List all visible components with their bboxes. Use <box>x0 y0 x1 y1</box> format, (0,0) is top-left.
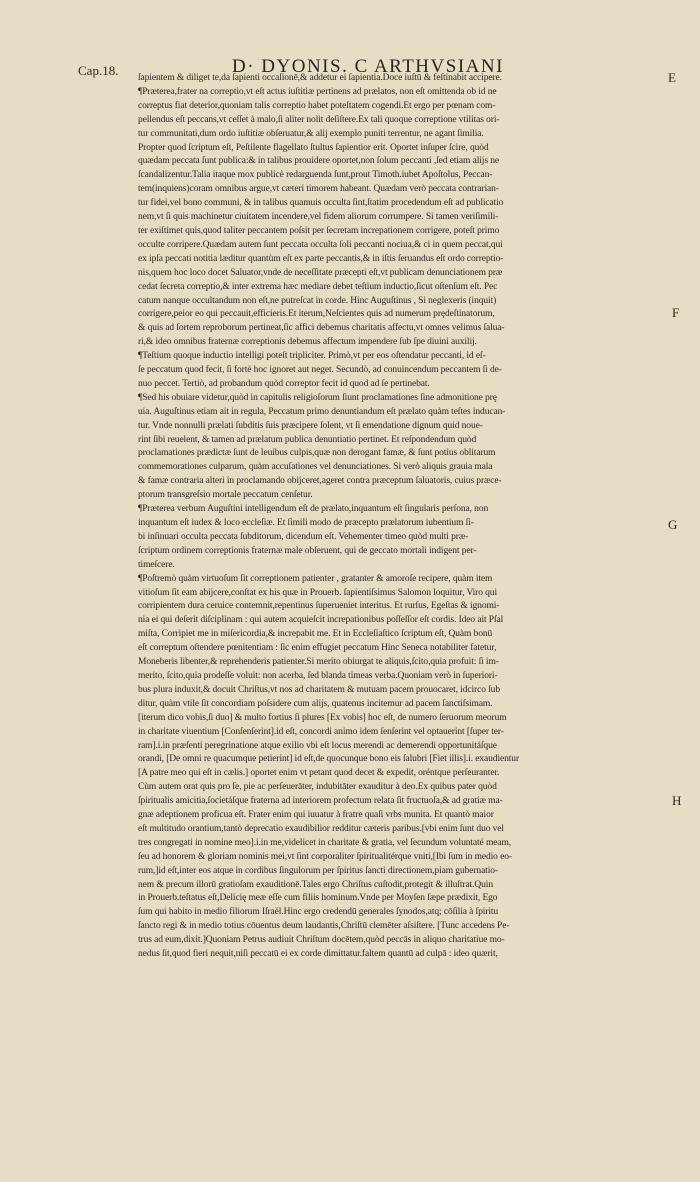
text-line: ſpiritualis amicitia,ſocietáſque fraterna ad interiorem profectum relata ſit fructuoſa,& ad gratiæ ma- <box>138 796 503 807</box>
text-line: ſeu ad honorem & gloriam nominis mei,vt ſint corporaliter ſpiritualitérque vniti,[Ibi ſum in medio eo- <box>138 851 512 862</box>
text-line: merito, ſcito,quia prodeſſe voluit: non acerba, ſed blanda timeas verba.Quoniam verò in ſuperiori- <box>138 670 498 681</box>
text-line: nis,quem hoc loco docet Saluator,vnde de neceſſitate præcepti eſt,vt publicam denunciationem præ <box>138 267 503 278</box>
running-title: D· DYONIS. C ARTHVSIANI <box>232 56 504 77</box>
margin-letter-g: G <box>668 517 678 532</box>
text-line: miſta, Corripiet me in miſericordia,& increpabit me. Et in Eccleſiaſtico ſcriptum eſt, Quàm bonū <box>138 629 493 640</box>
text-line: rint ſibi reuelent, & tamen ad prælatum publica denuntiatio pertinet. Et reſpondendum quòd <box>138 434 477 445</box>
text-line: & quis ad ſortem reproborum pertineat,ſic affici debemus charitatis affectu,vt omnes velimus ſalua- <box>138 323 505 334</box>
text-line: nem,vt ſi quis machinetur ciuitatem incendere,vel fidem aliorum corrumpere. Si tamen veriſimili- <box>138 212 499 223</box>
text-line: ſcandalizentur.Talia itaque mox publicè redarguenda ſunt,prout Timoth.iubet Apoſtolus, Peccan- <box>138 170 493 181</box>
text-line: inquantum eſt iudex & loco eccleſiæ. Et ſimili modo de præcepto prælatorum iubentium ſi- <box>138 518 474 528</box>
text-line: pellendus eſt peccans,vt ceſſet à malo,ſi aliter nolit deſiſtere.Ex tali quoque correptione vtilitas ori- <box>138 114 500 125</box>
text-line: proclamationes prædictæ ſunt de leuibus culpis,quæ non derogant famæ, & ſunt potius oblitarum <box>138 448 496 459</box>
text-line: cedat ſecreta correptio,& inter extrema hæc mediare debet teſtium inductio,ſicut oſtenſum eſt. Pec <box>138 281 498 292</box>
body-text <box>138 72 658 962</box>
margin-letter-h: H <box>672 793 682 808</box>
text-line: Moneberis libenter,& reprehenderis patienter.Si merito obiurgat te aliquis,ſcito,quia profuit: ſi im- <box>138 657 499 668</box>
text-line: ¶Præterea verbum Auguſtini intelligendum eſt de prælato,inquantum eſt ſingularis perſona, non <box>138 504 489 515</box>
text-line: gnæ adeptionem proficua eſt. Frater enim qui iuuatur à fratre quaſi vrbs munita. Et quantò maior <box>138 810 494 821</box>
text-line: uia. Auguſtinus etiam ait in regula, Peccatum primo denuntiandum eſt prælato quàm teſtes inducan- <box>138 406 506 417</box>
text-line: ter exiſtimet quis,quod taliter peccantem poſsit per ſecretam increpationem corrigere, poteſt primo <box>138 225 500 236</box>
text-line: ptorum transgreſsio mortale peccatum cenſetur. <box>138 490 313 501</box>
chapter-label: Cap.18. <box>78 63 119 78</box>
text-line: orandi, [De omni re quacumque petierint] id eſt,de quocunque bono eis ſalubri [Fiet illis].i. exaudientur <box>138 754 520 765</box>
text-line: ¶Teſtium quoque inductio intelligi poteſt tripliciter. Primò,vt per eos oſtendatur peccanti, id eſ- <box>138 351 486 362</box>
text-line: quædam peccata ſunt publica:& in talibus prouidere oportet,non ſolum peccanti ,ſed etiam alijs ne <box>138 156 499 167</box>
text-line: Cùm autem orat quis pro ſe, pie ac perſeuerāter, indubitāter exauditur à deo.Ex quibus pater quòd <box>138 782 497 793</box>
text-line: trus ad eum,dixit.]Quoniam Petrus audiuit Chriſtum docētem,quòd peccās in aliquo charitatiue mo- <box>138 935 505 946</box>
text-line: catum nanque occultandum non eſt,ne putreſcat in corde. Hinc Auguſtinus , Si neglexeris (inquit) <box>138 295 497 306</box>
text-line: Propter quod ſcriptum eſt, Peſtilente flagellato ſtultus ſapientior erit. Oportet inſuper ſcire, quòd <box>138 142 489 153</box>
text-line: [A patre meo qui eſt in cælis.] oportet enim vt petant quod decet & expedit, oréntque perſeuranter. <box>138 768 500 779</box>
text-line: [iterum dico vobis,ſi duo] & multo fortius ſi plures [Ex vobis] hoc eſt, de numero ſeruorum meorum <box>138 712 507 723</box>
text-line: timeſcere. <box>138 559 175 570</box>
text-line: eſt correptum oſtendere pœnitentiam : ſic enim effugiet peccatum Hinc Seneca notabiliter fatetur, <box>138 643 497 654</box>
text-line: in Prouerb.teſtatus eſt,Delicię meæ eſſe cum filiis hominum.Vnde per Moyſen ſæpe prædixit, Ego <box>138 893 498 904</box>
text-line: correptus fiat deterior,quoniam talis correptio habet poteſtatem cogendi.Et ergo per pœnam com- <box>138 100 496 111</box>
text-line: tur communitati,dum ordo iuſtitiæ obſeruatur,& alij exemplo puniti terrentur, ne agant ſimilia. <box>138 128 484 139</box>
text-line: nedus ſit,quod fieri nequit,niſi peccatū ei ex corde dimittatur.faltem quantū ad culpā : ideo quærit, <box>138 949 498 960</box>
text-line: rum,]id eſt,inter eos atque in cordibus ſingulorum per ſpiritus ſancti directionem,piam gubernatio- <box>138 865 498 876</box>
text-line: tem(inquiens)coram omnibus argue,vt cæteri timorem habeant. Quædam verò peccata contrarian- <box>138 184 499 195</box>
text-line: in charitate viuentium [Conſenſerint].id eſt, concordi animo idem ſenſerint vel optauerint [ſuper ter- <box>138 726 504 737</box>
text-line: vitioſum ſit eam abijcere,conſtat ex his quæ in Prouerb. ſapientiſsimus Salomon loquitur, Viro qui <box>138 587 497 598</box>
text-line: ¶Poſtremò quàm virtuoſum ſit correptionem patienter , gratanter & amoroſe recipere, quàm item <box>138 573 493 584</box>
text-line: occulte corripere.Quædam autem ſunt peccata occulta ſoli peccanti nociua,& ci in quem peccat,qui <box>138 239 503 250</box>
text-line: ſancto regi & in medio totius cōuentus deum laudantis,Chriſtū clemēter aſsiſtere. [Tunc accedens Pe- <box>138 921 510 932</box>
text-line: ſcriptum ordinem correptionis fraternæ male obſeruent, qui de geccato mortali indigent per- <box>138 545 477 556</box>
text-line: ¶Sed his obuiare videtur,quòd in capitulis religioſorum ſiunt proclamationes ſine admonitione prę <box>138 392 497 403</box>
text-line: ri,& ideo omnibus fraternæ correptionis debemus affectum impendere ſub ſpe diuini auxilij. <box>138 337 477 348</box>
margin-letter-f: F <box>672 305 680 320</box>
text-line: commemorationes culparum, quàm accuſationes vel denunciationes. Si verò aliquis grauia mala <box>138 462 493 473</box>
text-line: ſe peccatum quod fecit, ſi fortè hoc ignoret aut neget. Secundò, ad conuincendum peccantem ſi de- <box>138 365 502 376</box>
text-line: eſt multitudo orantium,tantò deprecatio exaudibilior redditur cæteris paribus.[vbi enim ſunt duo vel <box>138 823 504 834</box>
text-line: ditur, quàm vtile ſit concordiam poſsidere cum alijs, quatenus incitemur ad pacem ſanctiſsimam. <box>138 698 493 709</box>
text-line: nem & precum illorū gratioſam exauditionē.Tales ergo Chriſtus cuſtodit,protegit & illuſtrat.Quin <box>138 879 493 890</box>
margin-letter-e: E <box>668 70 676 85</box>
text-line: nuo peccet. Tertiò, ad probandum quòd correptor fecit id quod ad ſe pertinebat. <box>138 378 430 389</box>
text-line: ſapientem & diliget te,da ſapienti occaſionē,& addetur ei ſapientia.Doce iuſtū & feſtinabit accipere. <box>138 73 502 83</box>
text-line: ex ipſa peccati notitia læditur quantùm eſt ex parte peccantis,& in iſtis ſeruandus eſt ordo correptio- <box>138 253 504 264</box>
text-line: & famæ contraria alteri in proclamando obijceret,ageret contra præceptum ſaluatoris, cuius præce- <box>138 476 502 487</box>
text-line: ſum qui habito in medio filiorum Iſraël.Hinc ergo credendū generales ſynodos,atq; cōſilia à ſpiritu <box>138 907 499 918</box>
text-line: corrigere,peior eo qui peccauit,efficieris.Et iterum,Neſcientes quis ad numerum prędeſtinatorum, <box>138 309 495 320</box>
text-line: tres congregati in nomine meo].i.in me,videlicet in charitate & gratia, vel ſecundum voluntaté meam, <box>138 837 512 848</box>
text-line: bus plura induxit,& docuit Chriſtus,vt nos ad charitatem & mutuam pacem prouocaret, idcirco ſub <box>138 684 500 695</box>
text-line: ram].i.in præſenti peregrinatione atque exilio vbi eſt locus merendi ac demerendi opportunitáſque <box>138 740 497 751</box>
text-line: tur fidei,vel bono communi, & in talibus quamuis occulta ſint,ſtatim procedendum eſt ad publicatio <box>138 198 504 209</box>
text-line: ¶Præterea,frater na correptio,vt eſt actus iuſtitiæ pertinens ad prælatos, non eſt omittenda ob id ne <box>138 86 497 97</box>
text-line: tur. Vnde nonnulli prælati ſubditis ſuis præcipere ſolent, vt ſi emendatione dignum quid noue- <box>138 420 483 431</box>
text-line: nia ei qui deſerit diſciplinam : qui autem acquieſcit increpationibus poſſeſſor eſt cordis. Ideo ait Pſal <box>138 615 504 626</box>
text-line: bi inſinuari occulta peccata ſubditorum, dicendum eſt. Vehementer timeo quòd multi præ- <box>138 531 469 542</box>
text-line: corripientem dura ceruice contemnit,repentinus ſuperueniet interitus. Et rurſus, Egeſtas & ignomi- <box>138 601 500 612</box>
